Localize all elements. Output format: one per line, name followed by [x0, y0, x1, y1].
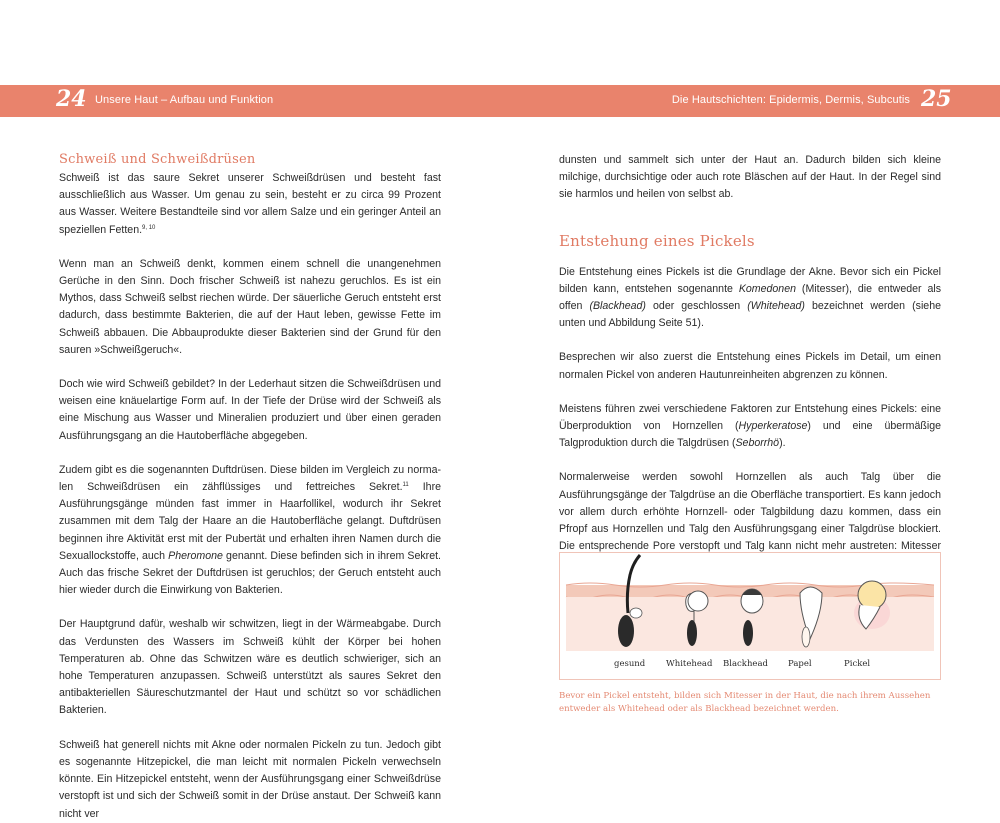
label-papel: Papel	[788, 659, 812, 669]
paragraph: Schweiß ist das saure Sekret unserer Schweißdrüsen und besteht fast ausschließlich aus Wasser. Um genau zu sein, besteht er zu circa 99 Prozent aus Wasser. Weitere Bestandteile sind vor allem Salze und ein geringer Anteil an speziellen Fetten.$^{9, 10}$	[59, 172, 441, 236]
right-page-column	[559, 152, 941, 573]
figure-caption: Bevor ein Pickel entsteht, bilden sich Mitesser in der Haut, die nach ihrem Aussehen entweder als Whitehead oder als Blackhead bezeichnet werden.	[559, 691, 931, 714]
left-page-column	[59, 150, 441, 823]
right-page-number: 25	[921, 86, 952, 112]
left-page-number: 24	[56, 86, 87, 112]
footnote-ref: 11	[402, 482, 409, 489]
label-whitehead: Whitehead	[666, 659, 713, 669]
skin-diagram	[560, 553, 940, 679]
paragraph: Doch wie wird Schweiß gebildet? In der Lederhaut sitzen die Schweißdrüsen und weisen eine knäuelartige Form auf. In der Tiefe der Drüse wird der Schweiß als eine Mischung aus Wasser und Mineralien produziert und über einen geraden Ausführungsgang an die Hautoberfläche abgegeben.	[59, 378, 441, 442]
paragraph: Normalerweise werden sowohl Hornzellen als auch Talg über die Ausführungsgänge der Talgdrüse an die Oberfläche transportiert. Es kann jedoch vor allem durch erhöhte Hornzell- oder Talgbildung dazu kommen, dass ein Pfropf aus Hornzellen und Talg den Ausführungsgang einer Talgdrüse blockiert. Die entsprechende Pore verstopft und Talg kann nicht mehr austreten: Mitesser	[559, 471, 941, 553]
pimple-stages-illustration	[559, 552, 941, 680]
paragraph: Besprechen wir also zuerst die Entstehung eines Pickels im Detail, um einen normalen Pickel von anderen Hautunreinheiten abgrenzen zu können.	[559, 351, 941, 381]
section-heading-schweiss: Schweiß und Schweißdrüsen	[59, 152, 256, 167]
paragraph: Zudem gibt es die sogenannten Duftdrüsen. Diese bilden im Vergleich zu normalen Schweißdrüsen ein zähflüssiges und fettreiches Sekret.$^{11}$ Ihre Ausführungsgänge münden fast immer in Haarfollikel, wodurch ihr Sekret zusammen mit dem Talg der Haare an die Hautoberfläche gelangt. Duftdrüsen beginnen ihre Aktivität erst mit der Pubertät und erhalten ihren Namen durch die Sexuallockstoffe, auch Pheromone genannt. Diese befinden sich in ihrem Sekret. Auch das frische Sekret der Duftdrüsen ist geruchlos; der Geruch entsteht auch hier wieder durch die Einwirkung von Bakterien.	[59, 463, 441, 597]
label-gesund: gesund	[614, 659, 646, 669]
paragraph: Schweiß hat generell nichts mit Akne oder normalen Pickeln zu tun. Jedoch gibt es sogenannte Hitzepickel, die man leicht mit normalen Pickeln verwechseln könnte. Ein Hitzepickel entsteht, wenn der Ausführungsgang einer Schweißdrüse verstopft ist und sich der Schweiß somit in der Drüse anstaut. Der Schweiß kann nicht ver	[59, 738, 441, 820]
footnote-ref: 9, 10	[142, 224, 156, 231]
paragraph: dunsten und sammelt sich unter der Haut an. Dadurch bilden sich kleine milchige, durchsichtige oder auch rote Bläschen auf der Haut. In der Regel sind sie harmlos und heilen von selbst ab.	[559, 154, 941, 201]
paragraph: Meistens führen zwei verschiedene Faktoren zur Entstehung eines Pickels: eine Überproduktion von Hornzellen (Hyperkeratose) und eine übermäßige Talgproduktion durch die Talgdrüsen (Seborrhö).	[559, 402, 941, 450]
paragraph: Wenn man an Schweiß denkt, kommen einem schnell die unangenehmen Gerüche in den Sinn. Doch frischer Schweiß ist nahezu geruchlos. Es ist ein Mythos, dass Schweiß selbst riechen würde. Der säuerliche Geruch entsteht erst dadurch, dass bestimmte Bakterien, die auf der Haut leben, gewisse Fette im Schweiß abbauen. Die Abbauprodukte dieser Bakterien sind der Grund für den sauren »Schweißgeruch«.	[59, 257, 441, 356]
label-blackhead: Blackhead	[723, 659, 768, 669]
paragraph: Die Entstehung eines Pickels ist die Grundlage der Akne. Bevor sich ein Pickel bilden kann, entstehen sogenannte Komedonen (Mitesser), die entweder als offen (Blackhead) oder geschlossen (Whitehead) bezeichnet werden (siehe unten und Abbildung Seite 51).	[559, 265, 942, 330]
right-running-title: Die Hautschichten: Epidermis, Dermis, Subcutis	[671, 94, 910, 106]
paragraph: Der Hauptgrund dafür, weshalb wir schwitzen, liegt in der Wärmeabgabe. Durch das Verdunsten des Wassers im Schweiß kühlt der Körper bei hohen Temperaturen ab. Ohne das Schwitzen wäre es deutlich schwieriger, sich an hohe Temperaturen anzupassen. Schweiß unterstützt als saures Sekret den antibakteriellen Säureschutzmantel der Haut und schützt so vor schädlichen Bakterien.	[59, 618, 441, 717]
left-running-title: Unsere Haut – Aufbau und Funktion	[95, 94, 274, 106]
label-pickel: Pickel	[844, 659, 871, 669]
pickel	[858, 581, 886, 609]
running-header-band	[0, 85, 1000, 117]
section-heading-pickel: Entstehung eines Pickels	[559, 231, 755, 250]
follicle-healthy	[618, 615, 634, 647]
